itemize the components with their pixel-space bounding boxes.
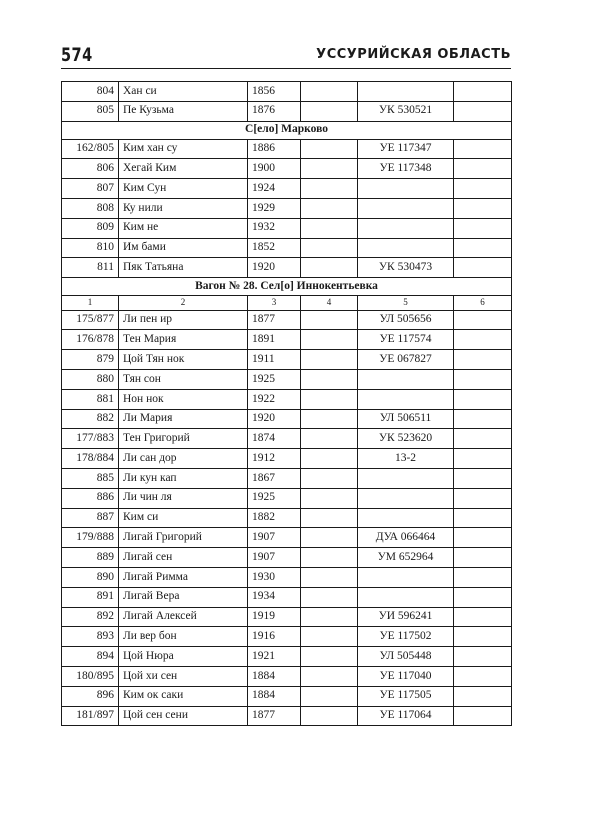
name-cell: Цой Тян нок (119, 350, 248, 370)
name-cell: Ли пен ир (119, 310, 248, 330)
column-6-cell (454, 310, 512, 330)
column-6-cell (454, 449, 512, 469)
table-row (62, 449, 512, 469)
column-4-cell (301, 389, 358, 409)
name-cell: Тен Григорий (119, 429, 248, 449)
row-number-cell: 806 (62, 159, 119, 179)
row-number-cell: 892 (62, 607, 119, 627)
birth-year-cell: 1934 (248, 587, 301, 607)
table-row (62, 667, 512, 687)
document-cell (358, 568, 454, 588)
birth-year-cell: 1874 (248, 429, 301, 449)
table-row (62, 159, 512, 179)
row-number-cell: 162/805 (62, 139, 119, 159)
document-cell (358, 389, 454, 409)
column-6-cell (454, 686, 512, 706)
table-row (62, 568, 512, 588)
name-cell: Пе Кузьма (119, 101, 248, 121)
column-number-row (62, 296, 512, 311)
document-cell: УИ 596241 (358, 607, 454, 627)
section-heading-row (62, 278, 512, 296)
table-row (62, 469, 512, 489)
name-cell: Пяк Татьяна (119, 258, 248, 278)
name-cell: Лигай Вера (119, 587, 248, 607)
header-rule (61, 68, 511, 69)
birth-year-cell: 1891 (248, 330, 301, 350)
table-row (62, 528, 512, 548)
column-4-cell (301, 139, 358, 159)
column-4-cell (301, 667, 358, 687)
column-4-cell (301, 488, 358, 508)
column-4-cell (301, 528, 358, 548)
page-header (61, 44, 511, 68)
table-row (62, 198, 512, 218)
column-6-cell (454, 548, 512, 568)
row-number-cell: 178/884 (62, 449, 119, 469)
column-6-cell (454, 647, 512, 667)
document-cell (358, 469, 454, 489)
name-cell: Ли кун кап (119, 469, 248, 489)
name-cell: Ким хан су (119, 139, 248, 159)
column-number: 3 (248, 296, 301, 311)
column-4-cell (301, 706, 358, 726)
row-number-cell: 880 (62, 370, 119, 390)
birth-year-cell: 1912 (248, 449, 301, 469)
column-6-cell (454, 101, 512, 121)
name-cell: Ким Сун (119, 179, 248, 199)
birth-year-cell: 1884 (248, 686, 301, 706)
column-6-cell (454, 488, 512, 508)
register-table (61, 81, 512, 726)
name-cell: Лигай Алексей (119, 607, 248, 627)
table-row (62, 139, 512, 159)
birth-year-cell: 1929 (248, 198, 301, 218)
row-number-cell: 882 (62, 409, 119, 429)
birth-year-cell: 1919 (248, 607, 301, 627)
table-row (62, 310, 512, 330)
column-4-cell (301, 607, 358, 627)
document-cell (358, 488, 454, 508)
row-number-cell: 176/878 (62, 330, 119, 350)
document-cell: УК 530521 (358, 101, 454, 121)
document-cell (358, 238, 454, 258)
row-number-cell: 881 (62, 389, 119, 409)
document-cell: УЕ 117347 (358, 139, 454, 159)
row-number-cell: 811 (62, 258, 119, 278)
column-4-cell (301, 310, 358, 330)
row-number-cell: 179/888 (62, 528, 119, 548)
section-heading: Вагон № 28. Сел[о] Иннокентьевка (62, 278, 512, 296)
birth-year-cell: 1920 (248, 409, 301, 429)
column-6-cell (454, 330, 512, 350)
birth-year-cell: 1907 (248, 528, 301, 548)
column-6-cell (454, 238, 512, 258)
document-cell: УМ 652964 (358, 548, 454, 568)
birth-year-cell: 1920 (248, 258, 301, 278)
column-number: 4 (301, 296, 358, 311)
row-number-cell: 885 (62, 469, 119, 489)
table-row (62, 370, 512, 390)
name-cell: Ким си (119, 508, 248, 528)
document-cell: УЕ 117348 (358, 159, 454, 179)
table-row (62, 218, 512, 238)
document-cell: УЕ 117574 (358, 330, 454, 350)
column-6-cell (454, 587, 512, 607)
name-cell: Лигай Римма (119, 568, 248, 588)
table-row (62, 686, 512, 706)
document-cell: 13-2 (358, 449, 454, 469)
name-cell: Тян сон (119, 370, 248, 390)
column-6-cell (454, 607, 512, 627)
column-6-cell (454, 627, 512, 647)
document-cell (358, 218, 454, 238)
column-4-cell (301, 218, 358, 238)
birth-year-cell: 1911 (248, 350, 301, 370)
row-number-cell: 180/895 (62, 667, 119, 687)
row-number-cell: 808 (62, 198, 119, 218)
name-cell: Ли Мария (119, 409, 248, 429)
document-cell: УЛ 506511 (358, 409, 454, 429)
row-number-cell: 809 (62, 218, 119, 238)
column-6-cell (454, 218, 512, 238)
column-6-cell (454, 198, 512, 218)
name-cell: Ли сан дор (119, 449, 248, 469)
document-cell: УЕ 117505 (358, 686, 454, 706)
document-cell (358, 198, 454, 218)
birth-year-cell: 1900 (248, 159, 301, 179)
column-6-cell (454, 179, 512, 199)
table-row (62, 389, 512, 409)
table-row (62, 488, 512, 508)
birth-year-cell: 1924 (248, 179, 301, 199)
row-number-cell: 893 (62, 627, 119, 647)
row-number-cell: 177/883 (62, 429, 119, 449)
column-number: 5 (358, 296, 454, 311)
row-number-cell: 810 (62, 238, 119, 258)
page-number: 574 (61, 44, 93, 66)
birth-year-cell: 1867 (248, 469, 301, 489)
document-cell (358, 508, 454, 528)
name-cell: Нон нок (119, 389, 248, 409)
column-4-cell (301, 508, 358, 528)
birth-year-cell: 1877 (248, 310, 301, 330)
table-row (62, 627, 512, 647)
birth-year-cell: 1930 (248, 568, 301, 588)
column-4-cell (301, 238, 358, 258)
row-number-cell: 181/897 (62, 706, 119, 726)
row-number-cell: 890 (62, 568, 119, 588)
birth-year-cell: 1876 (248, 101, 301, 121)
section-heading-row (62, 121, 512, 139)
row-number-cell: 807 (62, 179, 119, 199)
row-number-cell: 886 (62, 488, 119, 508)
document-cell (358, 370, 454, 390)
birth-year-cell: 1925 (248, 488, 301, 508)
row-number-cell: 894 (62, 647, 119, 667)
document-cell: УЛ 505656 (358, 310, 454, 330)
column-6-cell (454, 469, 512, 489)
column-4-cell (301, 101, 358, 121)
table-row (62, 409, 512, 429)
column-6-cell (454, 258, 512, 278)
column-4-cell (301, 258, 358, 278)
column-4-cell (301, 587, 358, 607)
column-6-cell (454, 159, 512, 179)
column-6-cell (454, 706, 512, 726)
column-6-cell (454, 82, 512, 102)
name-cell: Ким не (119, 218, 248, 238)
row-number-cell: 175/877 (62, 310, 119, 330)
running-head: УССУРИЙСКАЯ ОБЛАСТЬ (316, 47, 511, 62)
document-cell: УЕ 117064 (358, 706, 454, 726)
birth-year-cell: 1932 (248, 218, 301, 238)
column-4-cell (301, 647, 358, 667)
table-row (62, 548, 512, 568)
birth-year-cell: 1884 (248, 667, 301, 687)
column-4-cell (301, 179, 358, 199)
row-number-cell: 891 (62, 587, 119, 607)
document-cell: УК 530473 (358, 258, 454, 278)
column-6-cell (454, 429, 512, 449)
column-number: 1 (62, 296, 119, 311)
column-6-cell (454, 667, 512, 687)
column-4-cell (301, 429, 358, 449)
birth-year-cell: 1922 (248, 389, 301, 409)
birth-year-cell: 1916 (248, 627, 301, 647)
birth-year-cell: 1886 (248, 139, 301, 159)
birth-year-cell: 1925 (248, 370, 301, 390)
name-cell: Им бами (119, 238, 248, 258)
name-cell: Тен Мария (119, 330, 248, 350)
document-cell: ДУА 066464 (358, 528, 454, 548)
name-cell: Ку нили (119, 198, 248, 218)
row-number-cell: 896 (62, 686, 119, 706)
column-4-cell (301, 686, 358, 706)
document-cell: УК 523620 (358, 429, 454, 449)
table-row (62, 429, 512, 449)
name-cell: Цой Нюра (119, 647, 248, 667)
document-cell: УЛ 505448 (358, 647, 454, 667)
document-cell: УЕ 067827 (358, 350, 454, 370)
document-cell (358, 82, 454, 102)
row-number-cell: 805 (62, 101, 119, 121)
document-cell (358, 587, 454, 607)
column-4-cell (301, 330, 358, 350)
column-4-cell (301, 370, 358, 390)
document-cell: УЕ 117502 (358, 627, 454, 647)
name-cell: Цой сен сени (119, 706, 248, 726)
column-6-cell (454, 139, 512, 159)
table-row (62, 82, 512, 102)
birth-year-cell: 1856 (248, 82, 301, 102)
column-4-cell (301, 198, 358, 218)
birth-year-cell: 1882 (248, 508, 301, 528)
column-6-cell (454, 350, 512, 370)
table-row (62, 587, 512, 607)
row-number-cell: 887 (62, 508, 119, 528)
table-row (62, 647, 512, 667)
column-number: 6 (454, 296, 512, 311)
name-cell: Ким ок саки (119, 686, 248, 706)
column-4-cell (301, 82, 358, 102)
column-6-cell (454, 568, 512, 588)
table-row (62, 350, 512, 370)
birth-year-cell: 1907 (248, 548, 301, 568)
column-4-cell (301, 469, 358, 489)
birth-year-cell: 1877 (248, 706, 301, 726)
column-4-cell (301, 409, 358, 429)
column-6-cell (454, 409, 512, 429)
column-6-cell (454, 370, 512, 390)
birth-year-cell: 1852 (248, 238, 301, 258)
document-cell: УЕ 117040 (358, 667, 454, 687)
column-6-cell (454, 508, 512, 528)
table-row (62, 508, 512, 528)
name-cell: Хан си (119, 82, 248, 102)
column-4-cell (301, 159, 358, 179)
table-row (62, 607, 512, 627)
table-row (62, 330, 512, 350)
column-number: 2 (119, 296, 248, 311)
column-4-cell (301, 449, 358, 469)
row-number-cell: 889 (62, 548, 119, 568)
table-row (62, 258, 512, 278)
birth-year-cell: 1921 (248, 647, 301, 667)
name-cell: Цой хи сен (119, 667, 248, 687)
table-row (62, 706, 512, 726)
name-cell: Ли чин ля (119, 488, 248, 508)
column-4-cell (301, 350, 358, 370)
row-number-cell: 804 (62, 82, 119, 102)
name-cell: Лигай Григорий (119, 528, 248, 548)
table-row (62, 238, 512, 258)
document-cell (358, 179, 454, 199)
name-cell: Хегай Ким (119, 159, 248, 179)
column-6-cell (454, 389, 512, 409)
table-row (62, 101, 512, 121)
name-cell: Лигай сен (119, 548, 248, 568)
column-4-cell (301, 548, 358, 568)
name-cell: Ли вер бон (119, 627, 248, 647)
row-number-cell: 879 (62, 350, 119, 370)
column-6-cell (454, 528, 512, 548)
table-row (62, 179, 512, 199)
column-4-cell (301, 568, 358, 588)
column-4-cell (301, 627, 358, 647)
section-heading: С[ело] Марково (62, 121, 512, 139)
